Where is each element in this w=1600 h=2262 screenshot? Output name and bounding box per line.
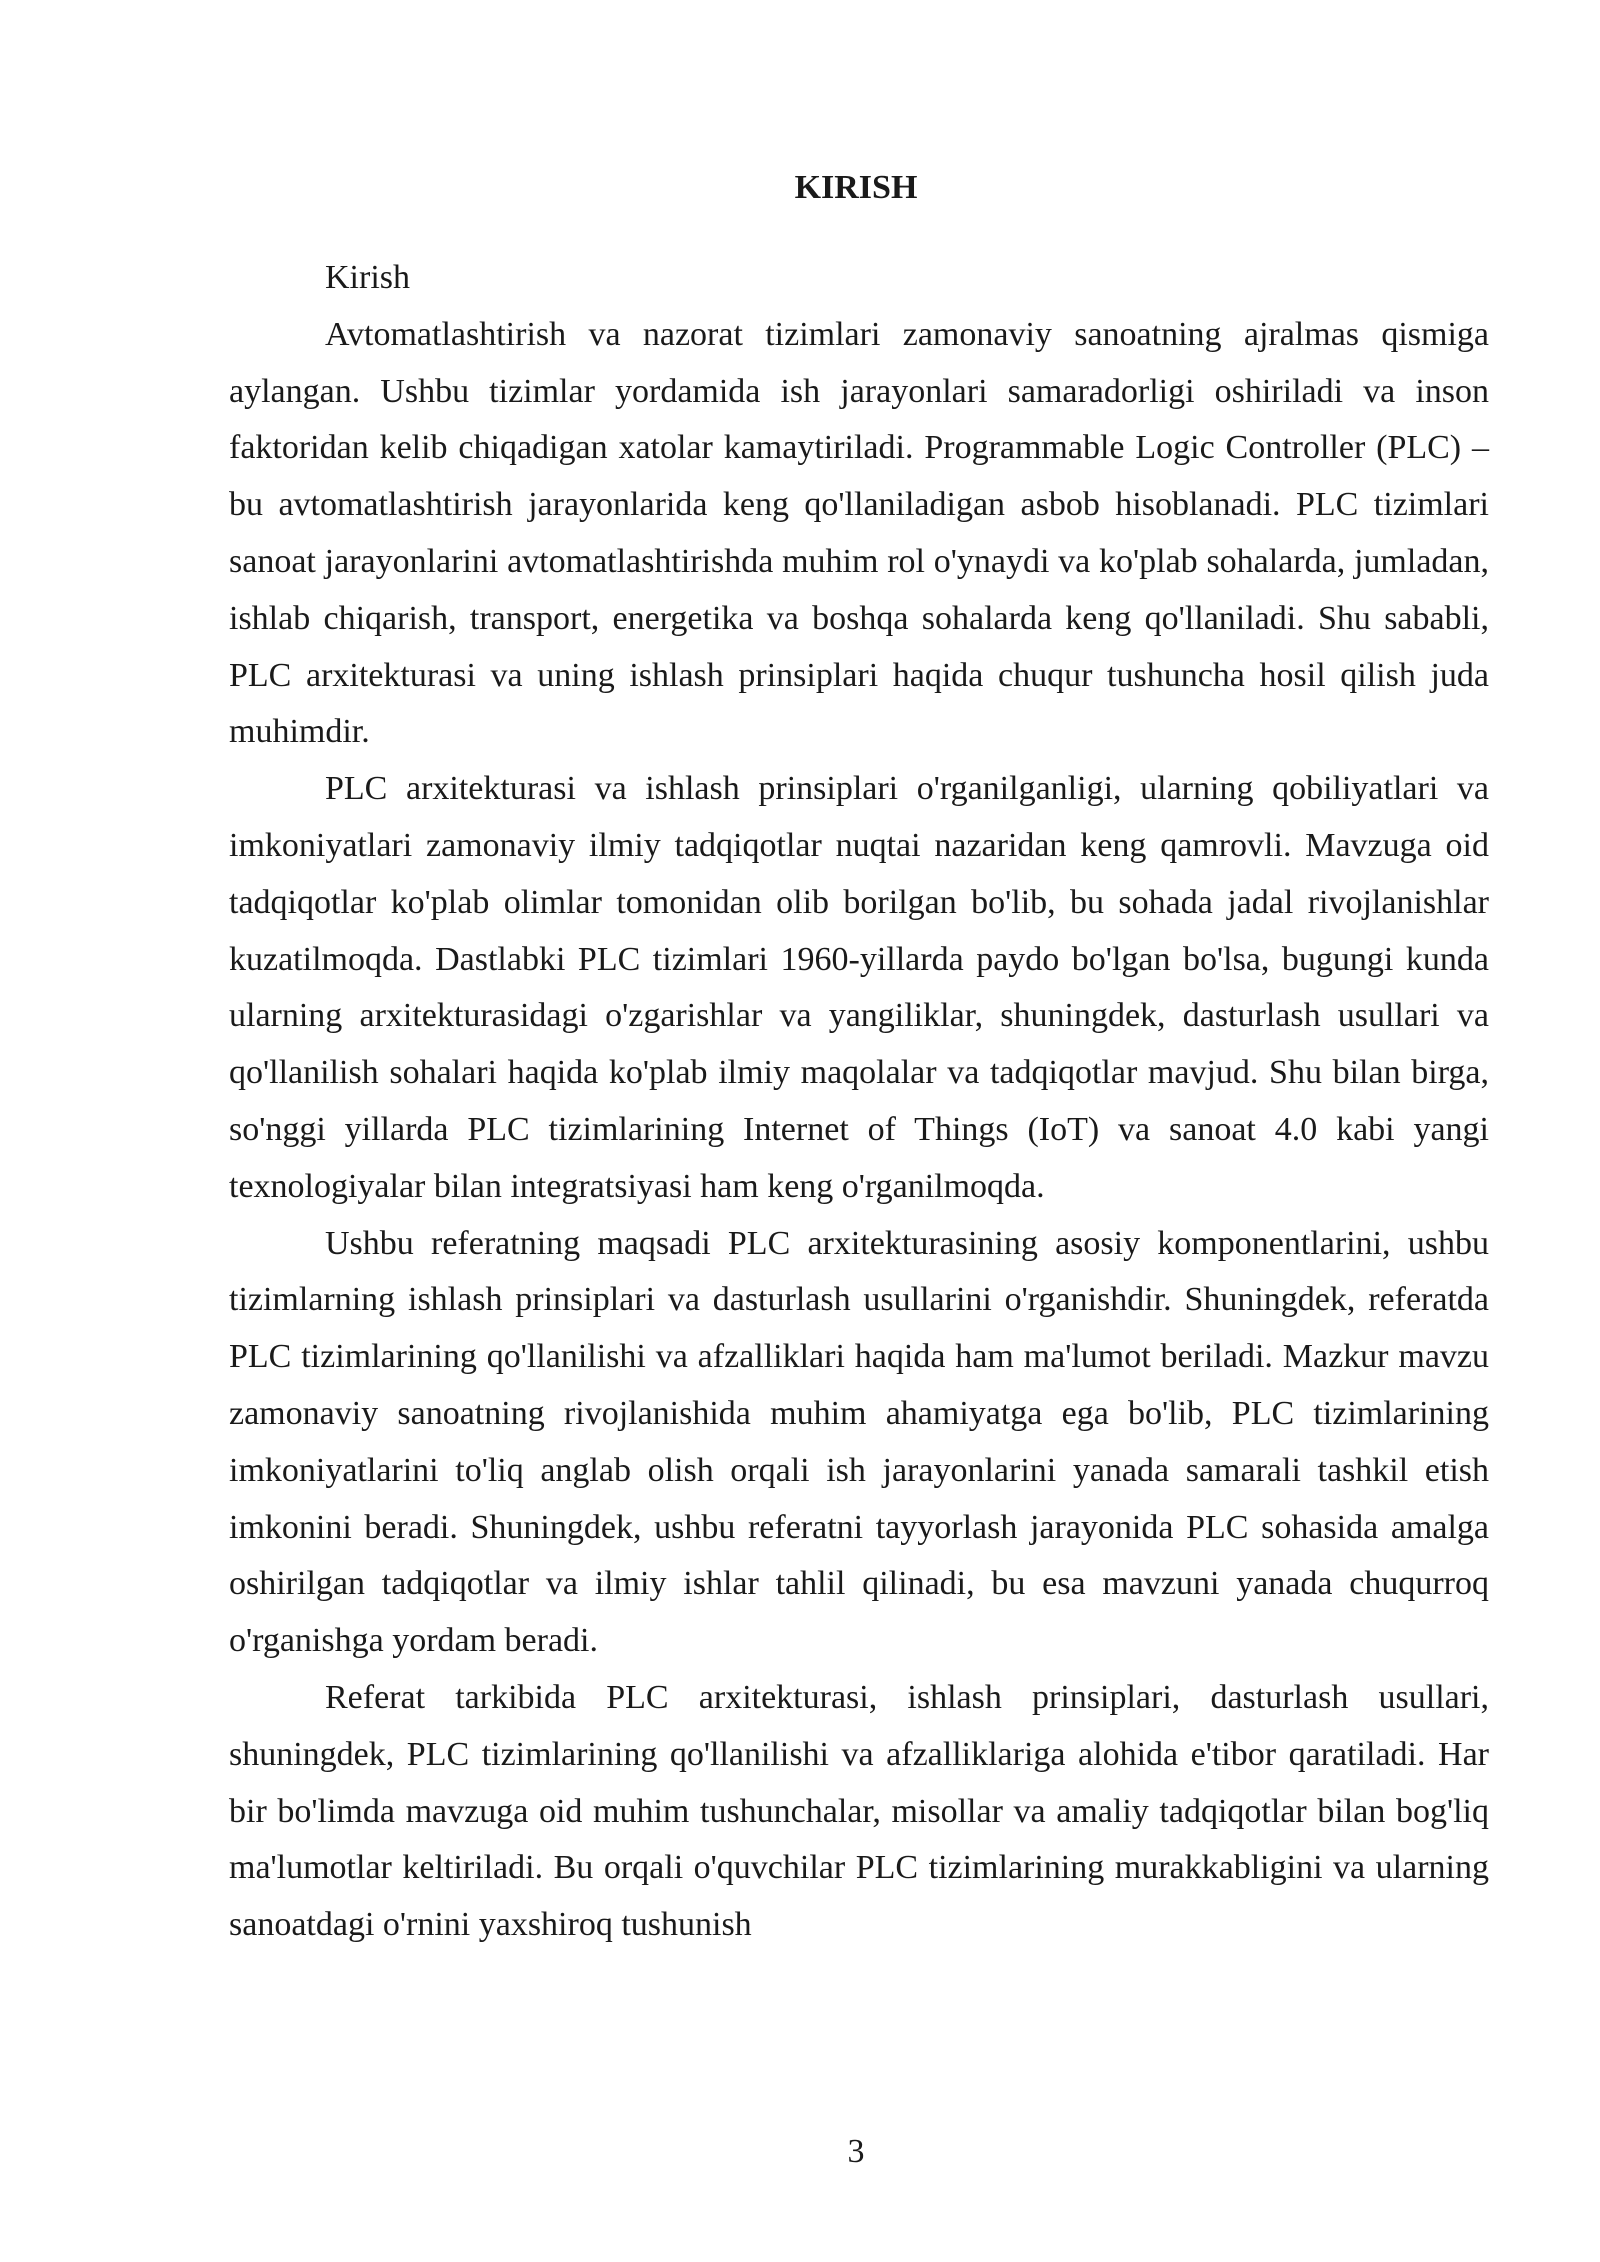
body-paragraph: Ushbu referatning maqsadi PLC arxitekturasining asosiy komponentlarini, ushbu tizimlarning ishlash prinsiplari va dasturlash usullarini o'rganishdir. Shuningdek, referatda PLC tizimlarining qo'llanilishi va afzalliklari haqida ham ma'lumot beriladi. Mazkur mavzu zamonaviy sanoatning rivojlanishida muhim ahamiyatga ega bo'lib, PLC tizimlarining imkoniyatlarini to'liq anglab olish orqali ish jarayonlarini yanada samarali tashkil etish imkonini beradi. Shuningdek, ushbu referatni tayyorlash jarayonida PLC sohasida amalga oshirilgan tadqiqotlar va ilmiy ishlar tahlil qilinadi, bu esa mavzuni yanada chuqurroq o'rganishga yordam beradi. — [229, 1224, 1489, 1660]
document-body — [229, 250, 1489, 1954]
body-paragraph: Referat tarkibida PLC arxitekturasi, ishlash prinsiplari, dasturlash usullari, shuningdek, PLC tizimlarining qo'llanilishi va afzalliklariga alohida e'tibor qaratiladi. Har bir bo'limda mavzuga oid muhim tushunchalar, misollar va amaliy tadqiqotlar bilan bog'liq ma'lumotlar keltiriladi. Bu orqali o'quvchilar PLC tizimlarining murakkabligini va ularning sanoatdagi o'rnini yaxshiroq tushunish — [229, 1678, 1489, 1944]
page-number: 3 — [847, 2133, 865, 2170]
page-title: KIRISH — [794, 169, 918, 206]
section-subtitle: Kirish — [325, 259, 410, 296]
body-paragraph: Avtomatlashtirish va nazorat tizimlari zamonaviy sanoatning ajralmas qismiga aylangan. Ushbu tizimlar yordamida ish jarayonlari samaradorligi oshiriladi va inson faktoridan kelib chiqadigan xatolar kamaytiriladi. Programmable Logic Controller (PLC) – bu avtomatlashtirish jarayonlarida keng qo'llaniladigan asbob hisoblanadi. PLC tizimlari sanoat jarayonlarini avtomatlashtirishda muhim rol o'ynaydi va ko'plab sohalarda, jumladan, ishlab chiqarish, transport, energetika va boshqa sohalarda keng qo'llaniladi. Shu sababli, PLC arxitekturasi va uning ishlash prinsiplari haqida chuqur tushuncha hosil qilish juda muhimdir. — [229, 315, 1489, 751]
body-paragraph: PLC arxitekturasi va ishlash prinsiplari o'rganilganligi, ularning qobiliyatlari va imkoniyatlari zamonaviy ilmiy tadqiqotlar nuqtai nazaridan keng qamrovli. Mavzuga oid tadqiqotlar ko'plab olimlar tomonidan olib borilgan bo'lib, bu sohada jadal rivojlanishlar kuzatilmoqda. Dastlabki PLC tizimlari 1960-yillarda paydo bo'lgan bo'lsa, bugungi kunda ularning arxitekturasidagi o'zgarishlar va yangiliklar, shuningdek, dasturlash usullari va qo'llanilish sohalari haqida ko'plab ilmiy maqolalar va tadqiqotlar mavjud. Shu bilan birga, so'nggi yillarda PLC tizimlarining Internet of Things (IoT) va sanoat 4.0 kabi yangi texnologiyalar bilan integratsiyasi ham keng o'rganilmoqda. — [229, 770, 1489, 1205]
